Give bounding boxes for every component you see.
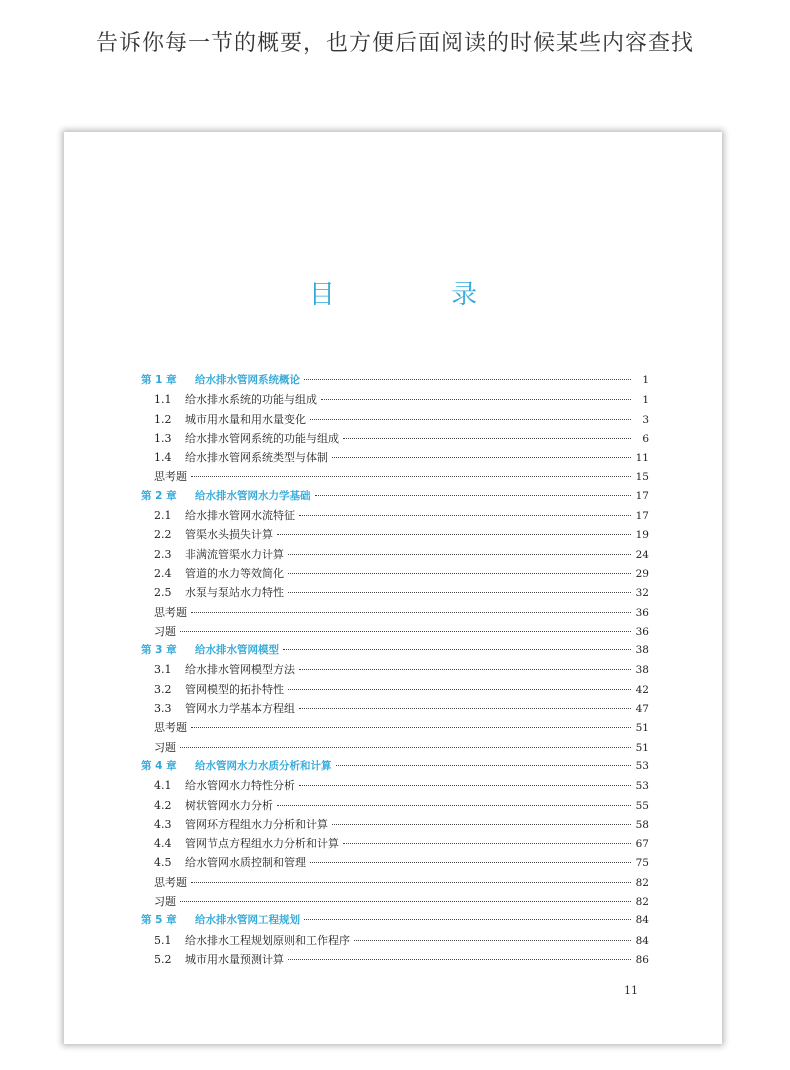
toc-entry-title: 习题 (154, 895, 176, 909)
toc-entry-page: 36 (635, 606, 649, 619)
toc-entry-page: 82 (635, 876, 649, 889)
toc-entry-title: 思考题 (154, 721, 187, 735)
toc-exercise-entry (141, 604, 649, 623)
toc-entry-title: 管网模型的拓扑特性 (185, 682, 284, 696)
toc-entry-title: 给水管网水力水质分析和计算 (195, 759, 332, 772)
toc-entry-title: 水泵与泵站水力特性 (185, 586, 284, 600)
toc-entry-number: 5.1 (154, 933, 172, 947)
toc-dot-leader (180, 747, 631, 748)
toc-section-entry (141, 526, 649, 545)
toc-entry-title: 管网水力学基本方程组 (185, 702, 295, 716)
toc-entry-page: 42 (635, 683, 649, 696)
toc-dot-leader (180, 901, 631, 902)
toc-entry-page: 51 (635, 722, 649, 735)
toc-section-entry (141, 411, 649, 430)
toc-entry-number: 3.1 (154, 663, 172, 677)
toc-entry-title: 思考题 (154, 605, 187, 619)
toc-dot-leader (191, 612, 631, 613)
toc-dot-leader (288, 959, 631, 960)
toc-section-entry (141, 816, 649, 835)
toc-dot-leader (299, 669, 631, 670)
toc-dot-leader (191, 476, 631, 477)
toc-section-entry (141, 565, 649, 584)
toc-entry-page: 15 (635, 471, 649, 484)
toc-entry-page: 1 (642, 394, 649, 407)
toc-dot-leader (299, 785, 631, 786)
toc-entry-page: 24 (635, 548, 649, 561)
toc-entry-number: 2.2 (154, 528, 172, 542)
toc-entry-page: 82 (635, 896, 649, 909)
toc-entry-page: 17 (635, 510, 649, 523)
toc-chapter-entry (141, 912, 649, 931)
toc-entry-page: 6 (642, 432, 649, 445)
toc-entry-number: 3.3 (154, 702, 172, 716)
toc-entry-number: 4.5 (154, 856, 172, 870)
toc-entry-number: 4.2 (154, 798, 172, 812)
toc-entry-title: 给水排水管网模型 (195, 644, 279, 657)
toc-entry-page: 53 (635, 780, 649, 793)
toc-entry-title: 管道的水力等效简化 (185, 566, 284, 580)
toc-dot-leader (299, 708, 631, 709)
toc-dot-leader (354, 940, 631, 941)
toc-entry-number: 2.3 (154, 547, 172, 561)
toc-chapter-entry (141, 372, 649, 391)
toc-exercise-entry (141, 623, 649, 642)
toc-dot-leader (288, 592, 631, 593)
toc-chapter-entry (141, 758, 649, 777)
book-page (64, 132, 722, 1044)
toc-section-entry (141, 661, 649, 680)
toc-entry-page: 75 (635, 857, 649, 870)
toc-exercise-entry (141, 874, 649, 893)
toc-dot-leader (336, 765, 632, 766)
toc-dot-leader (191, 727, 631, 728)
toc-entry-title: 习题 (154, 740, 176, 754)
toc-entry-number: 1.4 (154, 451, 172, 465)
toc-dot-leader (321, 399, 631, 400)
toc-entry-title: 给水排水管网模型方法 (185, 663, 295, 677)
toc-entry-title: 树状管网水力分析 (185, 798, 273, 812)
toc-entry-page: 19 (635, 529, 649, 542)
toc-entry-page: 11 (635, 452, 649, 465)
toc-section-entry (141, 932, 649, 951)
toc-entry-number: 4.3 (154, 817, 172, 831)
toc-entry-page: 36 (635, 625, 649, 638)
toc-entry-title: 城市用水量和用水量变化 (185, 412, 306, 426)
toc-entry-title: 城市用水量预测计算 (185, 952, 284, 966)
toc-entry-title: 管网环方程组水力分析和计算 (185, 817, 328, 831)
toc-entry-page: 55 (635, 799, 649, 812)
toc-dot-leader (332, 457, 631, 458)
toc-exercise-entry (141, 893, 649, 912)
toc-entry-page: 38 (635, 664, 649, 677)
toc-section-entry (141, 449, 649, 468)
toc-section-entry (141, 700, 649, 719)
toc-entry-number: 3.2 (154, 682, 172, 696)
toc-dot-leader (315, 495, 632, 496)
toc-entry-number: 第 3 章 (141, 644, 177, 657)
toc-dot-leader (310, 862, 631, 863)
toc-entry-title: 给水排水管网水流特征 (185, 509, 295, 523)
toc-entry-number: 2.4 (154, 566, 172, 580)
toc-entry-number: 1.1 (154, 393, 172, 407)
toc-entry-number: 2.1 (154, 509, 172, 523)
toc-section-entry (141, 854, 649, 873)
toc-dot-leader (299, 515, 631, 516)
toc-entry-title: 给水排水管网系统概论 (195, 374, 300, 386)
toc-dot-leader (310, 419, 631, 420)
toc-dot-leader (288, 689, 631, 690)
toc-entry-title: 给水排水管网系统类型与体制 (185, 451, 328, 465)
toc-dot-leader (191, 882, 631, 883)
toc-entry-number: 4.4 (154, 837, 172, 851)
toc-dot-leader (288, 554, 631, 555)
toc-exercise-entry (141, 739, 649, 758)
toc-dot-leader (277, 534, 631, 535)
toc-entry-title: 习题 (154, 624, 176, 638)
toc-section-entry (141, 391, 649, 410)
toc-entry-number: 4.1 (154, 779, 172, 793)
toc-entry-title: 给水管网水质控制和管理 (185, 856, 306, 870)
toc-dot-leader (277, 805, 631, 806)
toc-entry-page: 47 (635, 703, 649, 716)
toc-entry-title: 给水排水管网水力学基础 (195, 489, 311, 502)
toc-section-entry (141, 584, 649, 603)
toc-dot-leader (332, 824, 631, 825)
toc-section-entry (141, 681, 649, 700)
toc-entry-page: 51 (635, 741, 649, 754)
toc-entry-page: 84 (635, 914, 649, 927)
toc-entry-number: 第 1 章 (141, 374, 177, 386)
toc-entry-number: 第 2 章 (141, 489, 177, 502)
toc-dot-leader (180, 631, 631, 632)
toc-entry-page: 38 (635, 644, 649, 657)
toc-chapter-entry (141, 642, 649, 661)
toc-entry-page: 1 (642, 374, 649, 386)
toc-entry-page: 58 (635, 818, 649, 831)
toc-entry-page: 17 (635, 489, 649, 502)
page-number: 11 (624, 984, 638, 997)
table-of-contents (141, 372, 649, 970)
banner-caption: 告诉你每一节的概要，也方便后面阅读的时候某些内容查找 (95, 31, 694, 56)
toc-dot-leader (343, 438, 631, 439)
toc-entry-page: 67 (635, 838, 649, 851)
toc-entry-title: 给水排水管网系统的功能与组成 (185, 431, 339, 445)
toc-entry-title: 管渠水头损失计算 (185, 528, 273, 542)
toc-section-entry (141, 835, 649, 854)
toc-entry-number: 第 5 章 (141, 914, 177, 927)
toc-entry-title: 给水排水工程规划原则和工作程序 (185, 933, 350, 947)
toc-entry-title: 思考题 (154, 875, 187, 889)
toc-entry-title: 非满流管渠水力计算 (185, 547, 284, 561)
toc-entry-page: 32 (635, 587, 649, 600)
toc-entry-number: 2.5 (154, 586, 172, 600)
toc-dot-leader (304, 379, 631, 380)
toc-entry-number: 1.3 (154, 431, 172, 445)
toc-exercise-entry (141, 468, 649, 487)
toc-dot-leader (304, 919, 631, 920)
toc-dot-leader (343, 843, 631, 844)
toc-entry-title: 管网节点方程组水力分析和计算 (185, 837, 339, 851)
toc-dot-leader (288, 573, 631, 574)
toc-exercise-entry (141, 719, 649, 738)
toc-section-entry (141, 951, 649, 970)
toc-chapter-entry (141, 488, 649, 507)
toc-section-entry (141, 797, 649, 816)
toc-entry-page: 86 (635, 953, 649, 966)
toc-entry-page: 53 (635, 759, 649, 772)
toc-entry-title: 思考题 (154, 470, 187, 484)
toc-entry-page: 29 (635, 567, 649, 580)
toc-entry-page: 84 (635, 934, 649, 947)
toc-section-entry (141, 430, 649, 449)
toc-title: 目 录 (308, 280, 532, 310)
toc-entry-title: 给水排水系统的功能与组成 (185, 393, 317, 407)
toc-section-entry (141, 777, 649, 796)
toc-entry-title: 给水排水管网工程规划 (195, 914, 300, 927)
toc-section-entry (141, 507, 649, 526)
toc-entry-number: 1.2 (154, 412, 172, 426)
toc-entry-title: 给水管网水力特性分析 (185, 779, 295, 793)
toc-entry-number: 第 4 章 (141, 759, 177, 772)
toc-dot-leader (283, 649, 631, 650)
toc-section-entry (141, 546, 649, 565)
toc-entry-number: 5.2 (154, 952, 172, 966)
toc-entry-page: 3 (642, 413, 649, 426)
